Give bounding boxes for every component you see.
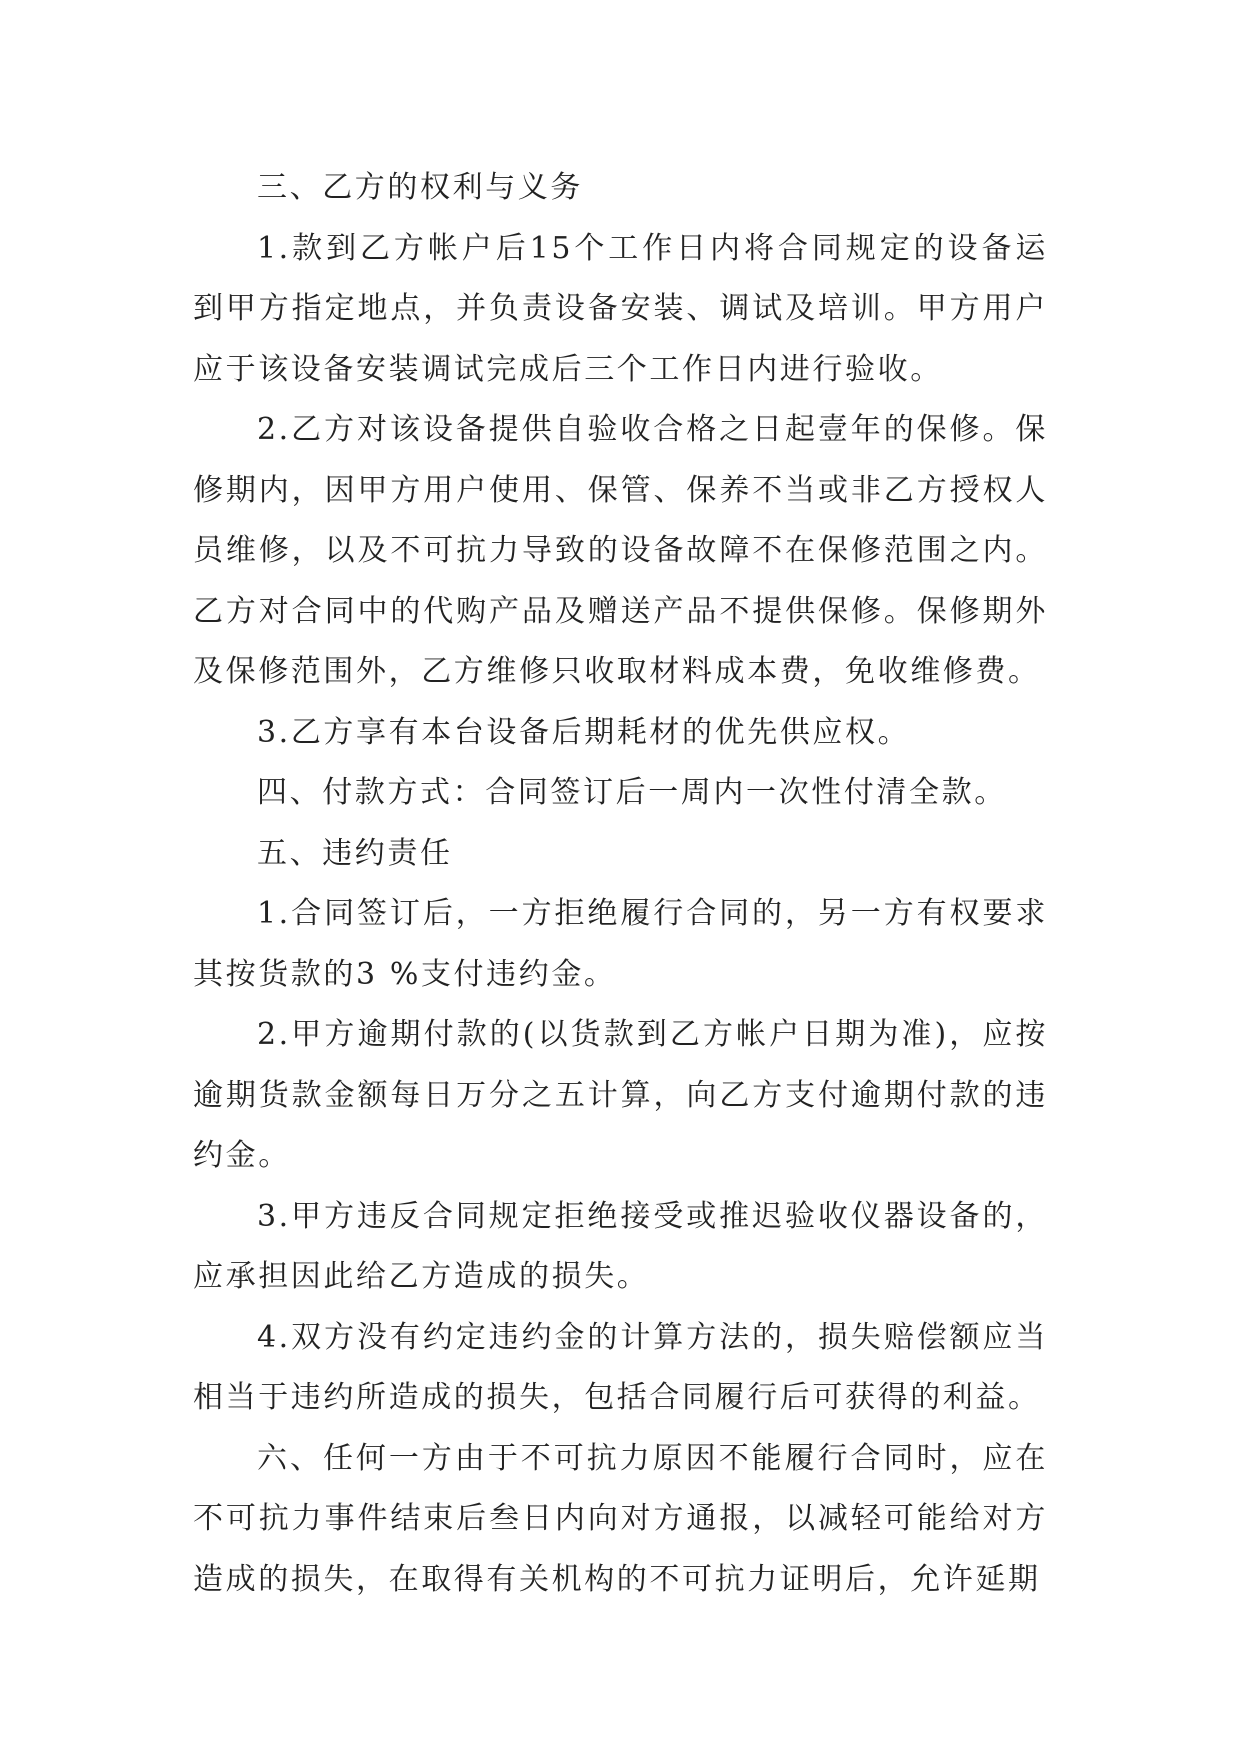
section-force-majeure: 六、任何一方由于不可抗力原因不能履行合同时，应在不可抗力事件结束后叁日内向对方通报，以减轻可能给对方造成的损失，在取得有关机构的不可抗力证明后，允许延期: [193, 1440, 1048, 1597]
document-body: [193, 158, 1048, 1610]
clause-3-2-warranty: 2.乙方对该设备提供自验收合格之日起壹年的保修。保修期内，因甲方用户使用、保管、保养不当或非乙方授权人员维修，以及不可抗力导致的设备故障不在保修范围之内。乙方对合同中的代购产品及赠送产品不提供保修。保修期外及保修范围外，乙方维修只收取材料成本费，免收维修费。: [193, 412, 1048, 689]
clause-5-4-damages: 4.双方没有约定违约金的计算方法的，损失赔偿额应当相当于违约所造成的损失，包括合同履行后可获得的利益。: [193, 1319, 1048, 1415]
clause-3-1-delivery: 1.款到乙方帐户后15个工作日内将合同规定的设备运到甲方指定地点，并负责设备安装、调试及培训。甲方用户应于该设备安装调试完成后三个工作日内进行验收。: [193, 230, 1048, 387]
section-heading-breach: 五、违约责任: [257, 835, 453, 871]
section-heading-payment: 四、付款方式：合同签订后一周内一次性付清全款。: [257, 775, 1007, 810]
clause-5-1-refusal: 1.合同签订后，一方拒绝履行合同的，另一方有权要求其按货款的3 %支付违约金。: [193, 896, 1048, 992]
section-heading-party-b-rights: 三、乙方的权利与义务: [257, 170, 583, 205]
clause-5-2-late-payment: 2.甲方逾期付款的(以货款到乙方帐户日期为准)，应按逾期货款金额每日万分之五计算，向乙方支付逾期付款的违约金。: [193, 1017, 1048, 1173]
clause-3-3-supply-priority: 3.乙方享有本台设备后期耗材的优先供应权。: [257, 714, 911, 750]
clause-5-3-acceptance-delay: 3.甲方违反合同规定拒绝接受或推迟验收仪器设备的，应承担因此给乙方造成的损失。: [193, 1198, 1048, 1294]
